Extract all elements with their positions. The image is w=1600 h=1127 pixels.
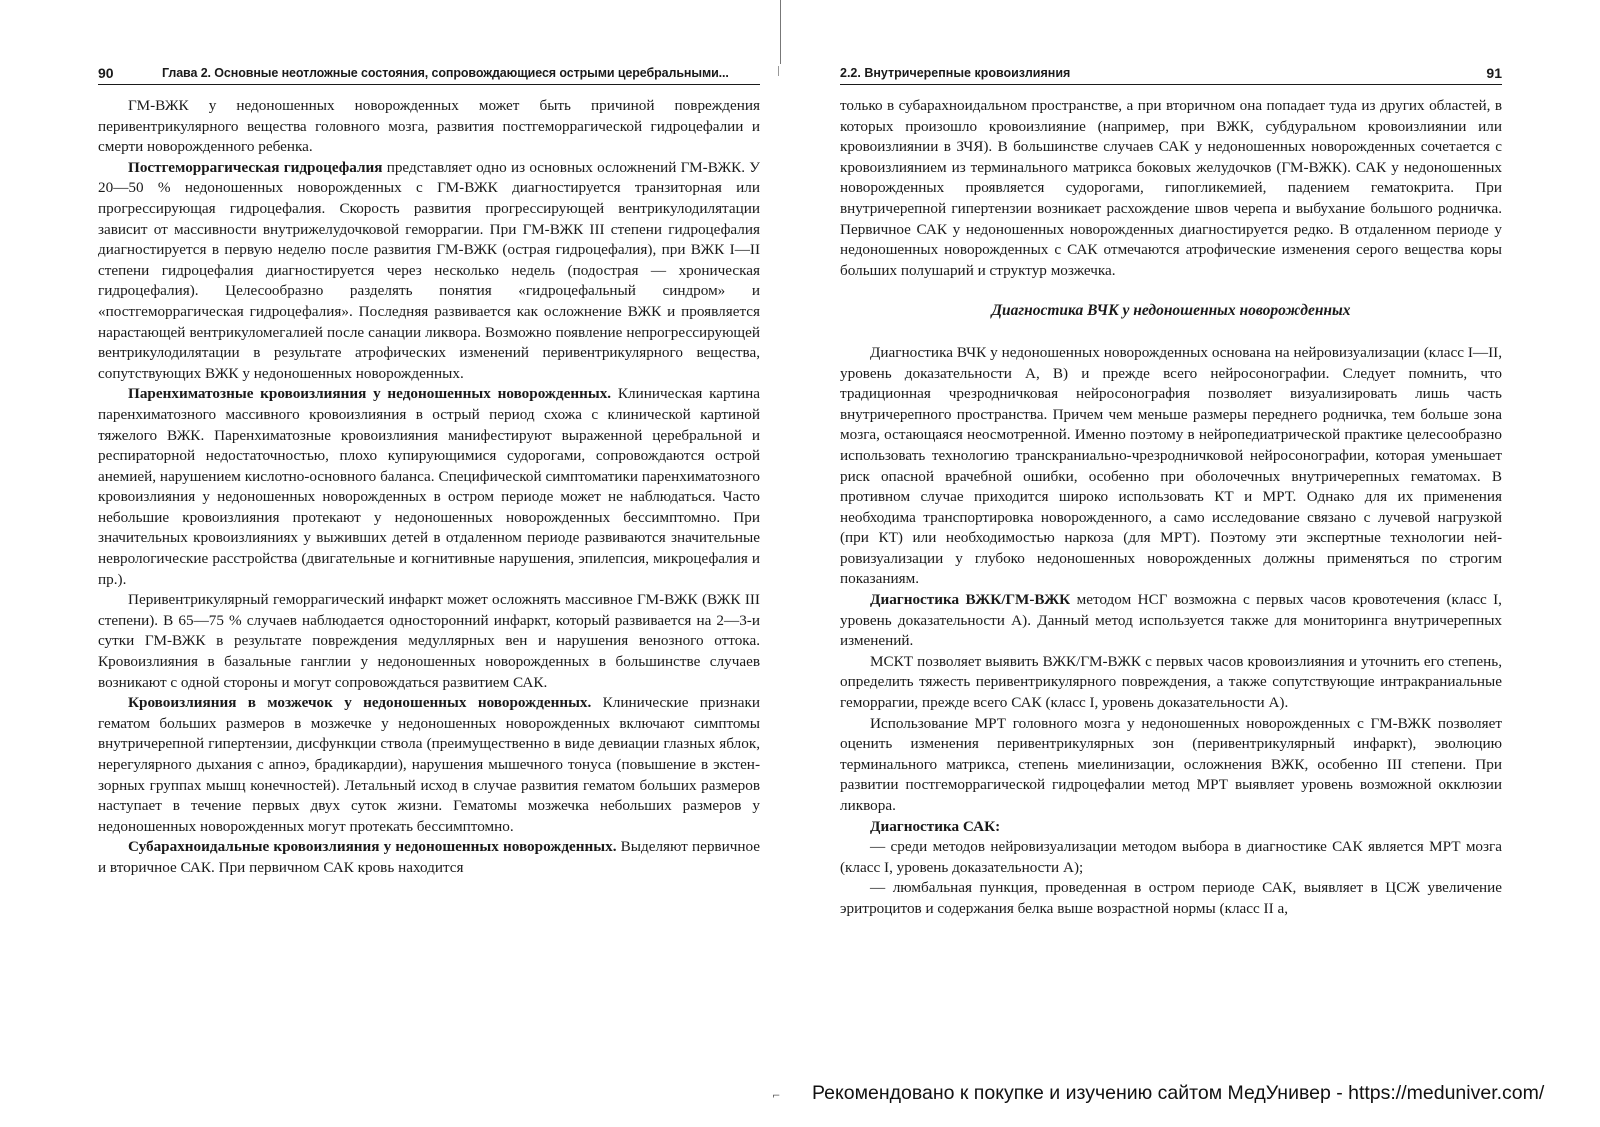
right-page bbox=[840, 0, 1502, 1080]
scan-artifact-mark: ⌐ bbox=[772, 1091, 781, 1102]
right-paragraph-3 bbox=[840, 590, 1502, 652]
left-paragraph-2-text: представляет одно из основных осложнений ГМ-ВЖК. У 20—50 % недоношенных новорожденных с ГМ-ВЖК диагностируется транзиторная или прогрессирующая гидроцефалия. Скорость развития прогрессирующей вентрикулодилятации зависит от массивности внутрижелудочковой геморрагии. При ГМ-ВЖК III степени гидроцефалия диагностируется в первую неделю после развития ГМ-ВЖК (острая гидроцефалия), при ВЖК I—II степени гидроцефалия диагностируется через несколько недель (подострая — хроническая гидроцефалия). Целесообразно разделять понятия «гидроцефальный синдром» и «постгеморрагическая гидроцефалия». Последняя развивается как осложнение ВЖК и проявляется нарастающей вентрикуломегалией после санации ликвора. Возможно появление непрогрессирующей вентрикулодилятации в результате атрофических изменений перивентрикулярного вещества, сопутствующих ВЖК у недоношенных новорожденных. bbox=[98, 158, 760, 382]
left-paragraph-2-heading: Постгеморрагическая гидроцефалия bbox=[128, 158, 383, 176]
left-paragraph-5 bbox=[98, 693, 760, 837]
right-page-number: 91 bbox=[1486, 65, 1502, 81]
left-page-body bbox=[98, 96, 760, 879]
right-page-header bbox=[840, 62, 1502, 85]
left-paragraph-3 bbox=[98, 384, 760, 590]
left-paragraph-4: Перивентрикулярный геморрагический инфаркт может осложнять массивное ГМ-ВЖК (ВЖК III степени). В 65—75 % случаев наблюдается односторонний инфаркт, который развивается на 2—3-и сутки ГМ-ВЖК в результате повреждения медуллярных вен и нарушения венозного оттока. Кровоизлияния в базальные ганглии у недоношенных новорожденных в большинстве случаев возникают с одной стороны и могут сопровождаться развитием САК. bbox=[98, 591, 760, 691]
watermark-text: Рекомендовано к покупке и изучению сайтом МедУнивер - https://meduniver.com/ bbox=[812, 1082, 1545, 1104]
right-running-head: 2.2. Внутричерепные кровоизлияния bbox=[840, 66, 1071, 80]
right-list-item-2: — люмбальная пункция, проведенная в остром периоде САК, выявляет в ЦСЖ увеличение эритроцитов и содержания белка выше возрастной нормы (класс II a, bbox=[840, 879, 1502, 917]
right-page-body bbox=[840, 96, 1502, 920]
gutter-mark bbox=[778, 66, 783, 76]
right-paragraph-6 bbox=[840, 817, 1502, 838]
right-paragraph-4: МСКТ позволяет выявить ВЖК/ГМ-ВЖК с первых часов кровоизлияния и уточнить его степень, определить тяжесть перивентрикулярного повреждения, а также сопутствующие интракраниальные геморрагии, прежде всего САК (класс I, уровень доказательности A). bbox=[840, 652, 1502, 712]
left-paragraph-5-heading: Кровоизлияния в мозжечок у недоношенных новорожденных. bbox=[128, 694, 592, 712]
right-paragraph-3-text: методом НСГ возможна с первых часов кровотечения (класс I, уровень доказательности A). Данный метод используется также для мониторинга внутричерепных изменений. bbox=[840, 591, 1502, 650]
left-page bbox=[98, 0, 760, 1080]
left-paragraph-5-text: Клинические признаки гематом больших размеров в мозжечке у недоношенных новорожденных включают симптомы внутричерепной гипертензии, дисфункции ствола (преимущественно в виде девиации глазных яблок, нерегулярного дыхания с апноэ, брадикардии), нарушения мышечного тонуса (повышение в экстензорных группах мышц конечностей). Летальный исход в случае развития гематом больших размеров наступает в течение первых двух суток жизни. Гематомы мозжечка небольших размеров у недоношенных новорожденных могут протекать бессимптомно. bbox=[98, 694, 760, 835]
page-gutter-line bbox=[780, 0, 781, 64]
left-page-number: 90 bbox=[98, 65, 114, 81]
right-paragraph-5: Использование МРТ головного мозга у недоношенных новорожденных с ГМ-ВЖК позволяет оценить изменения перивентрикулярных зон (перивентрикулярный инфаркт), эволюцию терминального матрикса, степень миелинизации, осложнения ВЖК, особенно III степени. При развитии постгеморрагической гидроцефалии метод МРТ выявляет уровень возможной окклюзии ликвора. bbox=[840, 714, 1502, 814]
section-subheading: Диагностика ВЧК у недоношенных новорожденных bbox=[991, 302, 1351, 320]
left-paragraph-6-heading: Субарахноидальные кровоизлияния у недоношенных новорожденных. bbox=[128, 838, 617, 856]
right-paragraph-1: только в субарахноидальном пространстве, а при вторичном она попадает туда из других областей, в которых произошло кровоизлияние (например, при ВЖК, субдуральном кровоизлиянии или кровоизлиянии в ЗЧЯ). В большинстве случаев САК у недоношенных новорожденных сочетается с кровоизлиянием из терминального матрикса боковых желудочков (ГМ-ВЖК). САК у недоношенных новорожденных проявляется судорогами, гипогликемией, падением гематокрита. При внутричерепной гипертензии возникает расхождение швов черепа и выбухание большого родничка. Первичное САК у недоношенных новорожденных диагностируется редко. В отдаленном периоде у недоношенных новорожденных с САК отмечаются атрофические изменения серого вещества коры больших полушарий и структур мозжечка. bbox=[840, 97, 1502, 279]
left-paragraph-6-text: Выделяют первичное и вторичное САК. При первичном САК кровь находится bbox=[98, 838, 760, 876]
left-running-head: Глава 2. Основные неотложные состояния, сопровождающиеся острыми церебральными... bbox=[162, 66, 729, 80]
left-paragraph-3-heading: Паренхиматозные кровоизлияния у недоношенных новорожденных. bbox=[128, 385, 612, 403]
right-paragraph-2: Диагностика ВЧК у недоношенных новорожденных основана на нейровизуализации (класс I—II, уровень доказательности A, B) и прежде всего нейросонографии. Следует помнить, что традиционная чрезродничковая нейросонография позволяет визуализировать лишь часть внутричерепного пространства. Причем чем меньше размеры переднего родничка, тем больше зона мозга, остающаяся неосмотренной. Именно поэтому в нейропедиатрической практике целесообразно использовать технологию транскраниально-чрезродничковой нейросонографии, которая уменьшает риск опасной врачебной ошибки, особенно при оболочечных внутричерепных гематомах. В противном случае приходится широко использовать КТ и МРТ. Однако для их применения необходима транспортировка новорожденного, а само исследование связано с лучевой нагрузкой (при КТ) или необходимостью наркоза (для МРТ). Поэтому эти экспертные технологии нейровизуализации у глубоко недоношенных новорожденных должны применяться по строгим показаниям. bbox=[840, 343, 1502, 588]
left-paragraph-1: ГМ-ВЖК у недоношенных новорожденных может быть причиной повреждения перивентрикулярного вещества головного мозга, развития постгеморрагической гидроцефалии и смерти новорожденного ребенка. bbox=[98, 97, 760, 156]
right-paragraph-3-heading: Диагностика ВЖК/ГМ-ВЖК bbox=[870, 591, 1071, 609]
left-paragraph-3-text: Клиническая картина паренхиматозного массивного кровоизлияния в острый период схожа с клинической картиной тяжелого ВЖК. Паренхиматозные кровоизлияния манифестируют выраженной церебральной и респираторной недостаточностью, плохо купирующимися судорогами, сопровождаются острой анемией, нарушением кислотно-основного баланса. Специфической симптоматики паренхиматозного кровоизлияния у недоношенных новорожденных в остром периоде может не наблюдаться. Часто небольшие кровоизлияния протекают у недоношенных новорожденных бессимптомно. При значительных кровоизлияниях у выживших детей в отдаленном периоде развиваются значительные неврологические расстройства (двигательные и когнитивные нарушения, эпилепсия, микроцефалия и пр.). bbox=[98, 385, 760, 588]
right-paragraph-6-heading: Диагностика САК: bbox=[870, 817, 1001, 835]
right-list-item-1: — среди методов нейровизуализации методом выбора в диагностике САК является МРТ мозга (класс I, уровень доказательности A); bbox=[840, 838, 1502, 876]
left-page-header bbox=[98, 62, 760, 85]
left-paragraph-2 bbox=[98, 158, 760, 385]
left-paragraph-6 bbox=[98, 837, 760, 878]
